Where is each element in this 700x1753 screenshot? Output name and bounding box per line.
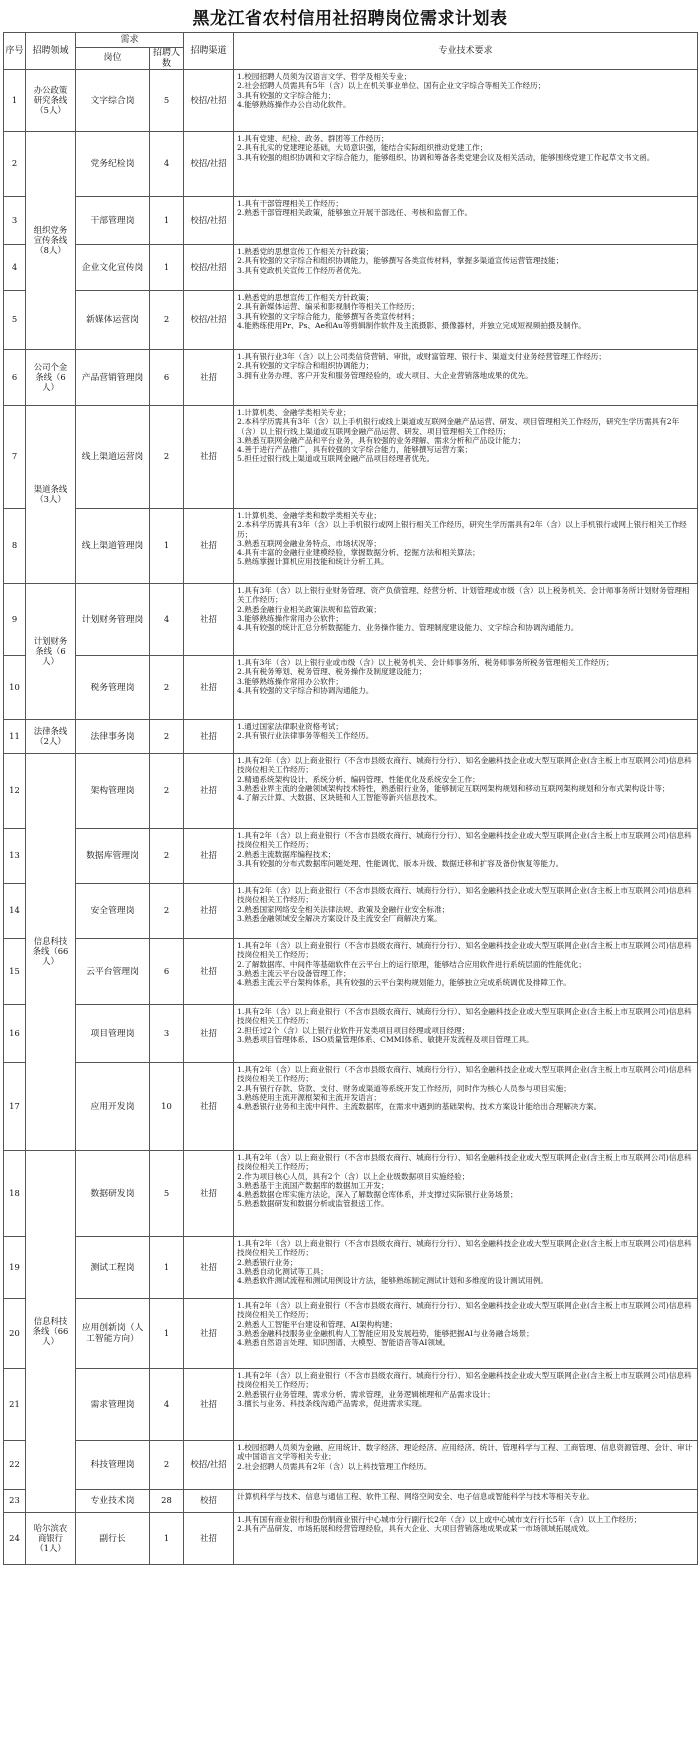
row-count: 6 <box>150 939 184 1005</box>
requirement-line: 3.熟悉项目管理体系、ISO质量管理体系、CMMI体系、敏捷开发流程及项目管理工具。 <box>237 1034 534 1044</box>
row-seq: 9 <box>4 584 26 656</box>
requirement-line: 2.了解数据库、中间件等基础软件在云平台上的运行原理，能够结合应用软件进行系统层面的性能优化； <box>237 959 586 969</box>
requirement-line: 3.具有较强的组织协调和文字综合能力，能够组织、协调和筹备各类党建会议及相关活动，能够围绕党建工作起草文书文函。 <box>237 152 655 162</box>
row-seq: 22 <box>4 1441 26 1490</box>
row-requirements <box>234 1490 698 1513</box>
table-row <box>4 1005 698 1063</box>
row-position: 架构管理岗 <box>76 754 150 829</box>
row-seq: 21 <box>4 1369 26 1441</box>
requirement-line: 3.具有较强的分布式数据库问题处理、性能调优、版本升级、数据迁移和扩容及备份恢复等能力。 <box>237 858 564 868</box>
row-seq: 6 <box>4 350 26 406</box>
table-row <box>4 197 698 245</box>
row-seq: 12 <box>4 754 26 829</box>
requirement-line: 1.具有国有商业银行和股份制商业银行中心城市分行副行长2年（含）以上或中心城市支行行长5年（含）以上工作经历； <box>237 1515 642 1525</box>
row-channel: 社招 <box>184 1513 234 1565</box>
row-position: 干部管理岗 <box>76 197 150 245</box>
requirement-line: 1.具有3年（含）以上银行业财务管理、资产负债管理、经营分析、计划管理或市级（含）以上税务机关、会计师事务所计划财务管理相关工作经历； <box>237 586 690 605</box>
row-channel: 社招 <box>184 720 234 754</box>
header-field: 招聘领域 <box>26 33 76 70</box>
table-row <box>4 584 698 656</box>
requirement-line: 1.具有党建、纪检、政务、群团等工作经历； <box>237 134 389 144</box>
table-row <box>4 829 698 884</box>
row-count: 2 <box>150 291 184 350</box>
row-requirements <box>234 245 698 291</box>
row-requirements <box>234 1513 698 1565</box>
requirement-line: 3.熟悉自动化测试等工具； <box>237 1266 328 1276</box>
row-position: 应用开发岗 <box>76 1063 150 1151</box>
table-row <box>4 1490 698 1513</box>
requirement-line: 1.具有2年（含）以上商业银行（不含市县级农商行、城商行分行）、知名金融科技企业或大型互联网企业(含主板上市互联网公司)信息科技岗位相关工作经历； <box>237 756 692 775</box>
table-row <box>4 406 698 509</box>
row-position: 云平台管理岗 <box>76 939 150 1005</box>
row-position: 新媒体运营岗 <box>76 291 150 350</box>
table-row <box>4 939 698 1005</box>
row-position: 项目管理岗 <box>76 1005 150 1063</box>
row-channel: 校招/社招 <box>184 197 234 245</box>
row-requirements <box>234 70 698 132</box>
requirement-line: 4.熟悉银行业务和主流中间件、主流数据库，在需求中遇到的基础架构、技术方案设计能给出合理解决方案。 <box>237 1102 602 1112</box>
row-position: 应用创新岗（人工智能方向） <box>76 1299 150 1369</box>
row-channel: 社招 <box>184 406 234 509</box>
row-requirements <box>234 829 698 884</box>
requirement-line: 3.具有较强的文字综合能力； <box>237 90 336 100</box>
row-count: 4 <box>150 1369 184 1441</box>
row-position: 科技管理岗 <box>76 1441 150 1490</box>
row-channel: 社招 <box>184 939 234 1005</box>
row-channel: 社招 <box>184 584 234 656</box>
requirement-line: 2.具有税务筹划、税务管理、税务操作及制度建设能力； <box>237 667 427 677</box>
requirement-line: 3.熟悉金融领域安全解决方案设计及主流安全厂商解决方案。 <box>237 913 442 923</box>
row-count: 1 <box>150 197 184 245</box>
row-channel: 社招 <box>184 350 234 406</box>
row-seq: 13 <box>4 829 26 884</box>
requirement-line: 1.熟悉党的思想宣传工作相关方针政策； <box>237 247 374 257</box>
row-field: 信息科技条线（66人） <box>26 754 76 1151</box>
row-position: 文字综合岗 <box>76 70 150 132</box>
row-channel: 社招 <box>184 509 234 584</box>
header-requirements: 专业技术要求 <box>234 33 698 70</box>
requirement-line: 2.具有扎实的党建理论基础，大局意识强，能结合实际组织推动党建工作； <box>237 143 488 153</box>
requirement-line: 5.担任过银行线上渠道或互联网金融产品项目经理者优先。 <box>237 454 435 464</box>
row-seq: 3 <box>4 197 26 245</box>
row-position: 线上渠道管理岗 <box>76 509 150 584</box>
row-count: 1 <box>150 1237 184 1299</box>
requirement-line: 3.具有较强的文字综合能力，能够撰写各类宣传材料； <box>237 311 419 321</box>
page-title: 黑龙江省农村信用社招聘岗位需求计划表 <box>192 9 508 29</box>
row-seq: 4 <box>4 245 26 291</box>
requirement-line: 2.具有银行业法律事务等相关工作经历。 <box>237 731 374 741</box>
row-count: 2 <box>150 656 184 720</box>
table-body <box>4 70 698 1565</box>
requirement-line: 1.具有银行业3年（含）以上公司类信贷营销、审批，或财富管理、银行卡、渠道支付业务经营管理工作经历； <box>237 352 606 362</box>
requirement-line: 2.具有新媒体运营、编采和影视制作等相关工作经历； <box>237 302 419 312</box>
table-row <box>4 1299 698 1369</box>
requirement-line: 2.社会招聘人员需具有5年（含）以上在机关事业单位、国有企业文字综合等相关工作经历； <box>237 81 546 91</box>
row-count: 3 <box>150 1005 184 1063</box>
table-row <box>4 884 698 939</box>
row-position: 安全管理岗 <box>76 884 150 939</box>
row-count: 2 <box>150 720 184 754</box>
row-position: 法律事务岗 <box>76 720 150 754</box>
row-count: 4 <box>150 584 184 656</box>
header-channel: 招聘渠道 <box>184 33 234 70</box>
requirement-line: 4.了解云计算、大数据、区块链和人工智能等新兴信息技术。 <box>237 793 442 803</box>
requirement-line: 1.计算机类、金融学类和数学类相关专业； <box>237 511 381 521</box>
row-seq: 24 <box>4 1513 26 1565</box>
requirement-line: 4.熟悉自然语言处理、知识图谱、大模型、智能语音等AI领域。 <box>237 1338 451 1348</box>
requirement-line: 1.具有2年（含）以上商业银行（不含市县级农商行、城商行分行）、知名金融科技企业或大型互联网企业(含主板上市互联网公司)信息科技岗位相关工作经历； <box>237 886 692 905</box>
requirement-line: 1.具有2年（含）以上商业银行（不含市县级农商行、城商行分行）、知名金融科技企业或大型互联网企业(含主板上市互联网公司)信息科技岗位相关工作经历； <box>237 1239 692 1258</box>
row-channel: 校招/社招 <box>184 132 234 197</box>
requirement-line: 1.具有2年（含）以上商业银行（不含市县级农商行、城商行分行）、知名金融科技企业或大型互联网企业(含主板上市互联网公司)信息科技岗位相关工作经历； <box>237 1371 692 1390</box>
row-seq: 5 <box>4 291 26 350</box>
row-requirements <box>234 1151 698 1237</box>
row-position: 数据研发岗 <box>76 1151 150 1237</box>
row-channel: 社招 <box>184 656 234 720</box>
requirement-line: 2.熟悉国家网络安全相关法律法规、政策及金融行业安全标准； <box>237 904 450 914</box>
requirement-line: 3.熟悉主流云平台设备管理工作； <box>237 968 351 978</box>
row-seq: 8 <box>4 509 26 584</box>
requirement-line: 4.熟悉主流云平台架构体系，具有较强的云平台架构规划能力，能够独立完成系统调优及排障工作。 <box>237 978 571 988</box>
row-channel: 社招 <box>184 829 234 884</box>
row-seq: 18 <box>4 1151 26 1237</box>
requirement-line: 1.具有2年（含）以上商业银行（不含市县级农商行、城商行分行）、知名金融科技企业或大型互联网企业(含主板上市互联网公司)信息科技岗位相关工作经历； <box>237 1301 692 1320</box>
row-seq: 1 <box>4 70 26 132</box>
requirement-line: 5.熟悉数据研发和数据分析或监管报送工作。 <box>237 1199 389 1209</box>
row-channel: 社招 <box>184 754 234 829</box>
row-field: 公司个金条线（6人） <box>26 350 76 406</box>
requirement-line: 1.具有干部管理相关工作经历； <box>237 199 343 209</box>
header-count: 招聘人数 <box>150 48 184 70</box>
row-field: 渠道条线（3人） <box>26 406 76 584</box>
row-channel: 社招 <box>184 1369 234 1441</box>
requirement-line: 1.通过国家法律职业资格考试； <box>237 722 343 732</box>
requirement-line: 2.本科学历需具有3年（含）以上手机银行或网上银行相关工作经历，研究生学历需具有2年（含）以上手机银行或网上银行相关工作经历； <box>237 520 687 539</box>
requirement-line: 4.能够熟练操作办公自动化软件。 <box>237 99 351 109</box>
table-row <box>4 291 698 350</box>
requirement-line: 4.善于进行产品推广，具有较强的文字综合能力，能够撰写运营方案； <box>237 445 473 455</box>
row-count: 2 <box>150 884 184 939</box>
row-position: 数据库管理岗 <box>76 829 150 884</box>
requirement-line: 1.熟悉党的思想宣传工作相关方针政策； <box>237 293 374 303</box>
row-channel: 校招/社招 <box>184 245 234 291</box>
requirement-line: 1.计算机类、金融学类相关专业； <box>237 408 351 418</box>
requirement-line: 3.熟悉互联网金融业务特点、市场状况等； <box>237 538 381 548</box>
requirement-line: 1.具有2年（含）以上商业银行（不含市县级农商行、城商行分行）、知名金融科技企业或大型互联网企业(含主板上市互联网公司)信息科技岗位相关工作经历； <box>237 831 692 850</box>
row-channel: 校招/社招 <box>184 291 234 350</box>
row-count: 6 <box>150 350 184 406</box>
row-requirements <box>234 1063 698 1151</box>
row-channel: 社招 <box>184 1299 234 1369</box>
row-field: 信息科技条线（66人） <box>26 1151 76 1513</box>
row-requirements <box>234 720 698 754</box>
row-channel: 社招 <box>184 1005 234 1063</box>
row-count: 10 <box>150 1063 184 1151</box>
row-seq: 7 <box>4 406 26 509</box>
table-row <box>4 1441 698 1490</box>
header-position: 岗位 <box>76 48 150 70</box>
row-seq: 23 <box>4 1490 26 1513</box>
row-requirements <box>234 1005 698 1063</box>
requirement-line: 2.熟悉银行业务管理、需求分析、需求管理，业务逻辑梳理和产品需求设计； <box>237 1389 495 1399</box>
row-seq: 19 <box>4 1237 26 1299</box>
row-field: 计划财务条线（6人） <box>26 584 76 720</box>
requirement-line: 计算机科学与技术、信息与通信工程、软件工程、网络空间安全、电子信息或智能科学与技术等相关专业。 <box>237 1492 594 1502</box>
row-count: 5 <box>150 70 184 132</box>
requirement-line: 1.具有2年（含）以上商业银行（不含市县级农商行、城商行分行）、知名金融科技企业或大型互联网企业(含主板上市互联网公司)信息科技岗位相关工作经历； <box>237 941 692 960</box>
row-channel: 社招 <box>184 1237 234 1299</box>
requirement-line: 2.精通系统架构设计、系统分析、编码管理、性能优化及系统安全工作； <box>237 774 480 784</box>
row-seq: 20 <box>4 1299 26 1369</box>
row-seq: 14 <box>4 884 26 939</box>
row-count: 1 <box>150 1299 184 1369</box>
header-demand: 需求 <box>76 33 184 48</box>
requirement-line: 3.拥有业务办理、客户开发和服务管理经验的，或大项目、大企业营销落地成果的优先。 <box>237 370 533 380</box>
requirement-line: 2.熟悉主流数据库编程技术； <box>237 849 336 859</box>
row-field: 哈尔滨农商银行（1人） <box>26 1513 76 1565</box>
row-position: 党务纪检岗 <box>76 132 150 197</box>
requirement-line: 3.擅长与业务、科技条线沟通产品需求，促进需求实现。 <box>237 1398 427 1408</box>
row-seq: 15 <box>4 939 26 1005</box>
requirement-line: 1.具有3年（含）以上银行业或市级（含）以上税务机关、会计师事务所、税务师事务所税务管理相关工作经历； <box>237 658 614 668</box>
requirement-line: 2.熟悉干部管理相关政策，能够独立开展干部选任、考核和监督工作。 <box>237 208 473 218</box>
requirement-line: 2.熟悉银行业务； <box>237 1257 298 1267</box>
row-channel: 社招 <box>184 1151 234 1237</box>
row-position: 需求管理岗 <box>76 1369 150 1441</box>
row-count: 2 <box>150 406 184 509</box>
table-row <box>4 1369 698 1441</box>
table-row <box>4 132 698 197</box>
table-row <box>4 350 698 406</box>
row-channel: 校招/社招 <box>184 1441 234 1490</box>
row-position: 企业文化宣传岗 <box>76 245 150 291</box>
table-row <box>4 720 698 754</box>
table-row <box>4 1513 698 1565</box>
row-requirements <box>234 291 698 350</box>
requirement-line: 2.本科学历需具有3年（含）以上手机银行或线上渠道或互联网金融产品运营、研发、项目管理相关工作经历，研究生学历需具有2年（含）以上银行线上渠道或互联网金融产品运营、研发、项目管理相关工作经历； <box>237 417 680 436</box>
row-count: 4 <box>150 132 184 197</box>
requirement-line: 3.熟练使用主流开源框架和主流开发语言； <box>237 1092 381 1102</box>
row-requirements <box>234 656 698 720</box>
row-channel: 社招 <box>184 884 234 939</box>
table-row <box>4 1063 698 1151</box>
requirement-line: 4.具有较强的文字综合和协调沟通能力。 <box>237 685 374 695</box>
requirement-line: 2.熟悉金融行业相关政策法规和监管政策； <box>237 604 381 614</box>
requirement-line: 4.熟悉数据仓库实施方法论，深入了解数据仓库体系，并支撑过实际银行业务场景； <box>237 1190 518 1200</box>
table-row <box>4 754 698 829</box>
row-requirements <box>234 584 698 656</box>
row-requirements <box>234 754 698 829</box>
requirement-line: 3.熟悉基于主流国产数据库的数据加工开发； <box>237 1180 389 1190</box>
requirement-line: 1.具有2年（含）以上商业银行（不含市县级农商行、城商行分行）、知名金融科技企业或大型互联网企业(含主板上市互联网公司)信息科技岗位相关工作经历； <box>237 1065 692 1084</box>
row-count: 1 <box>150 509 184 584</box>
row-count: 2 <box>150 754 184 829</box>
requirement-line: 1.具有2年（含）以上商业银行（不含市县级农商行、城商行分行）、知名金融科技企业或大型互联网企业(含主板上市互联网公司)信息科技岗位相关工作经历； <box>237 1007 692 1026</box>
requirement-line: 2.具有较强的文字综合和组织协调能力，能够撰写各类宣传材料，掌握多渠道宣传运营管理技能； <box>237 256 564 266</box>
row-requirements <box>234 1369 698 1441</box>
row-position: 税务管理岗 <box>76 656 150 720</box>
row-count: 2 <box>150 829 184 884</box>
row-seq: 17 <box>4 1063 26 1151</box>
row-seq: 16 <box>4 1005 26 1063</box>
row-seq: 10 <box>4 656 26 720</box>
row-requirements <box>234 350 698 406</box>
row-requirements <box>234 1441 698 1490</box>
requirement-line: 2.具有较强的文字综合和组织协调能力； <box>237 361 374 371</box>
table-row <box>4 656 698 720</box>
requirement-line: 4.能熟练使用Pr、Ps、Ae和Au等剪辑制作软件及主流摄影、摄像器材，并独立完成短视频拍摄及制作。 <box>237 320 586 330</box>
row-requirements <box>234 884 698 939</box>
requirement-line: 3.熟悉互联网金融产品和平台业务，具有较强的业务理解、需求分析和产品设计能力； <box>237 435 526 445</box>
row-count: 2 <box>150 1441 184 1490</box>
requirement-line: 3.能够熟练操作常用办公软件； <box>237 613 343 623</box>
requirement-line: 3.熟悉金融科技服务业金融机构人工智能应用及发展趋势，能够把握AI与业务融合场景； <box>237 1328 534 1338</box>
row-channel: 校招/社招 <box>184 70 234 132</box>
row-seq: 2 <box>4 132 26 197</box>
table-row <box>4 245 698 291</box>
row-position: 专业技术岗 <box>76 1490 150 1513</box>
row-requirements <box>234 939 698 1005</box>
requirement-line: 1.校园招聘人员须为金融、应用统计、数字经济、理论经济、应用经济、统计、管理科学与工程、工商管理、信息资源管理、会计、审计或中国语言文学等相关专业； <box>237 1443 693 1462</box>
requirement-line: 3.具有党政机关宣传工作经历者优先。 <box>237 265 366 275</box>
requirement-line: 1.校园招聘人员须为汉语言文学、哲学及相关专业； <box>237 72 412 82</box>
row-position: 测试工程岗 <box>76 1237 150 1299</box>
row-count: 1 <box>150 245 184 291</box>
requirement-line: 2.熟悉人工智能平台建设和管理、AI架构构建； <box>237 1319 398 1329</box>
row-requirements <box>234 197 698 245</box>
requirement-line: 1.具有2年（含）以上商业银行（不含市县级农商行、城商行分行）、知名金融科技企业或大型互联网企业(含主板上市互联网公司)信息科技岗位相关工作经历； <box>237 1153 692 1172</box>
table-row <box>4 1237 698 1299</box>
requirement-line: 5.熟练掌握计算机应用技能和统计分析工具。 <box>237 557 389 567</box>
row-requirements <box>234 132 698 197</box>
row-count: 1 <box>150 1513 184 1565</box>
requirement-line: 2.作为项目核心人员，具有2个（含）以上企业级数据项目实施经验； <box>237 1171 470 1181</box>
requirement-line: 3.能够熟练操作常用办公软件； <box>237 676 343 686</box>
requirement-line: 3.熟悉业界主流的金融领域架构技术特性，熟悉银行业务，能够制定互联网架构规划和移动互联网架构规划和分布式架构设计等； <box>237 783 670 793</box>
row-channel: 社招 <box>184 1063 234 1151</box>
row-seq: 11 <box>4 720 26 754</box>
header-seq: 序号 <box>4 33 26 70</box>
row-count: 28 <box>150 1490 184 1513</box>
row-position: 线上渠道运营岗 <box>76 406 150 509</box>
requirement-line: 2.社会招聘人员需具有2年（含）以上科技管理工作经历。 <box>237 1461 432 1471</box>
requirement-line: 4.具有丰富的金融行业建模经验，掌握数据分析、挖掘方法和相关算法； <box>237 548 480 558</box>
requirement-line: 2.担任过2个（含）以上银行业软件开发类项目项目经理或项目经理； <box>237 1025 470 1035</box>
requirement-line: 4.熟悉软件测试流程和测试用例设计方法，能够熟练制定测试计划和多维度的设计测试用例。 <box>237 1276 549 1286</box>
row-requirements <box>234 1299 698 1369</box>
row-requirements <box>234 406 698 509</box>
table-row <box>4 1151 698 1237</box>
table-row <box>4 509 698 584</box>
row-field: 办公政策研究条线（5人） <box>26 70 76 132</box>
row-requirements <box>234 509 698 584</box>
recruitment-table <box>3 32 698 1565</box>
row-position: 计划财务管理岗 <box>76 584 150 656</box>
requirement-line: 4.具有较强的统计汇总分析数据能力、业务操作能力、管理制度建设能力、文字综合和协调沟通能力。 <box>237 623 579 633</box>
row-channel: 校招 <box>184 1490 234 1513</box>
row-field: 法律条线（2人） <box>26 720 76 754</box>
row-field: 组织党务宣传条线（8人） <box>26 132 76 350</box>
row-position: 副行长 <box>76 1513 150 1565</box>
row-count: 5 <box>150 1151 184 1237</box>
row-position: 产品营销管理岗 <box>76 350 150 406</box>
row-requirements <box>234 1237 698 1299</box>
requirement-line: 2.具有产品研发、市场拓展和经营管理经验，具有大企业、大项目营销落地成果或某一市场领域拓展成效。 <box>237 1524 594 1534</box>
table-row <box>4 70 698 132</box>
requirement-line: 2.具有银行存款、贷款、支付、财务或渠道等系统开发工作经历，同时作为核心人员参与项目实施； <box>237 1083 571 1093</box>
